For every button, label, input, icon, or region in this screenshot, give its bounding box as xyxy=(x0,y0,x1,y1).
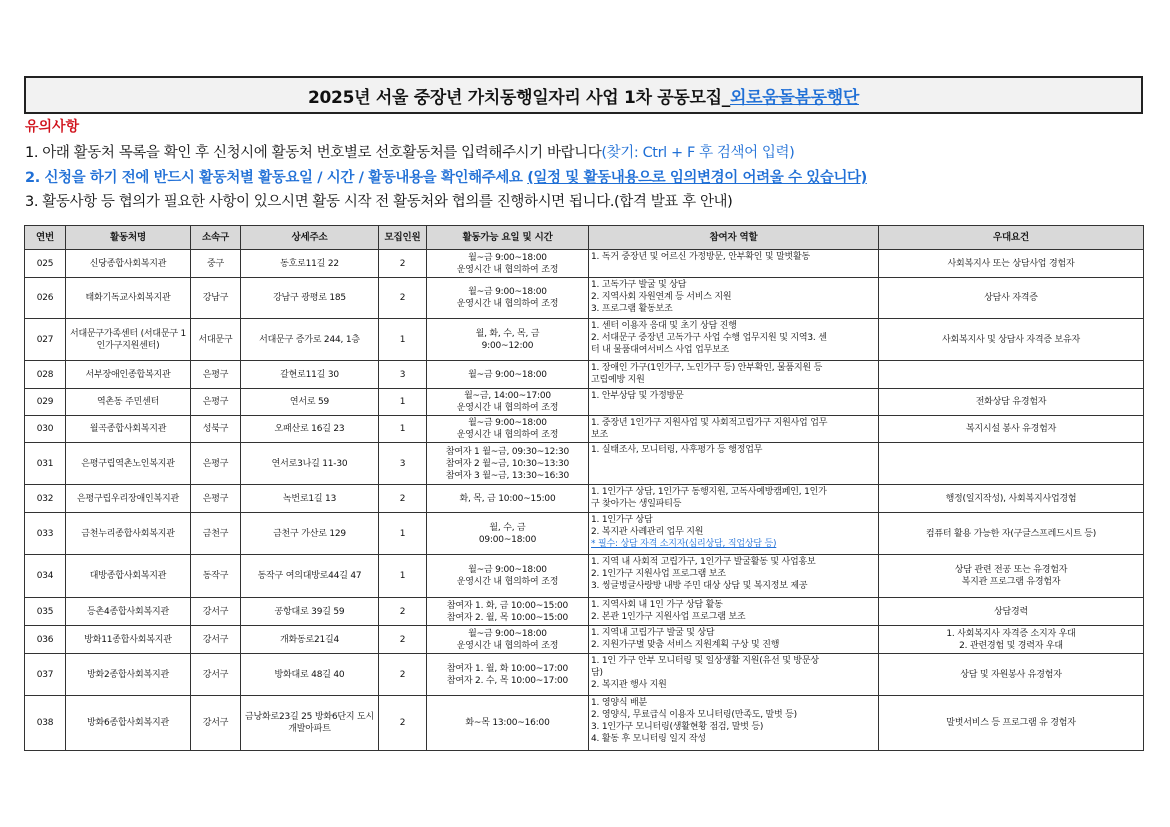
cell-address: 방화대로 48길 40 xyxy=(241,654,379,696)
cell-site-name: 은평구립우리장애인복지관 xyxy=(66,485,191,513)
role-line: 1. 1인 가구 안부 모니터링 및 일상생활 지원(유선 및 방문상 xyxy=(591,656,819,666)
table-row xyxy=(25,443,1144,485)
role-line: 1. 1인가구 상담 xyxy=(591,515,653,525)
cell-district: 은평구 xyxy=(191,485,241,513)
cell-role xyxy=(589,416,879,443)
role-line: 1. 지역 내 사회적 고립가구, 1인가구 발굴활동 및 사업홍보 xyxy=(591,557,816,567)
cell-address: 금천구 가산로 129 xyxy=(241,513,379,555)
cell-address: 오패산로 16길 23 xyxy=(241,416,379,443)
preference-line: 상담경력 xyxy=(994,606,1028,617)
table-row xyxy=(25,654,1144,696)
header-address: 상세주소 xyxy=(241,226,379,250)
cell-no: 034 xyxy=(25,555,66,598)
role-line: 1. 독거 중장년 및 어르신 가정방문, 안부확인 및 말벗활동 xyxy=(591,252,811,262)
preference-line: 상담 및 자원봉사 유경험자 xyxy=(960,669,1062,680)
preference-line: 복지시설 봉사 유경험자 xyxy=(965,424,1057,434)
cell-schedule xyxy=(427,555,589,598)
cell-schedule xyxy=(427,696,589,751)
search-hint: (찾기: Ctrl + F 후 검색어 입력) xyxy=(601,145,795,161)
cell-role xyxy=(589,250,879,278)
cell-preference xyxy=(879,598,1144,626)
cell-no: 029 xyxy=(25,389,66,416)
cell-district: 금천구 xyxy=(191,513,241,555)
table-row xyxy=(25,696,1144,751)
table-row xyxy=(25,319,1144,361)
schedule-line: 참여자 2. 수, 목 10:00~17:00 xyxy=(446,675,569,686)
cell-role xyxy=(589,485,879,513)
cell-recruit-count: 1 xyxy=(379,416,427,443)
cell-district: 은평구 xyxy=(191,443,241,485)
notice-item-1-text: 1. 아래 활동처 목록을 확인 후 신청시에 활동처 번호별로 선호활동처를 입력해주시기 바랍니다 xyxy=(25,145,602,161)
role-line: 2. 서대문구 중장년 고독가구 사업 수행 업무지원 및 지역3. 센 xyxy=(591,333,827,343)
table-row xyxy=(25,555,1144,598)
cell-no: 038 xyxy=(25,696,66,751)
schedule-line: 09:00~18:00 xyxy=(478,534,537,545)
cell-schedule xyxy=(427,598,589,626)
role-line: 보조 xyxy=(591,430,608,440)
role-line: 2. 복지관 사례관리 업무 지원 xyxy=(591,527,704,537)
role-line: 2. 영양식, 무료급식 이용자 모니터링(만족도, 말벗 등) xyxy=(591,710,797,720)
cell-schedule xyxy=(427,485,589,513)
cell-schedule xyxy=(427,389,589,416)
cell-preference xyxy=(879,696,1144,751)
cell-no: 037 xyxy=(25,654,66,696)
schedule-line: 참여자 1. 월, 화 10:00~17:00 xyxy=(446,663,569,674)
cell-preference xyxy=(879,485,1144,513)
notice-item-2-text: 2. 신청을 하기 전에 반드시 활동처별 활동요일 / 시간 / 활동내용을 확인해주세요 xyxy=(25,170,528,186)
cell-address: 개화동로21길4 xyxy=(241,626,379,654)
cell-schedule xyxy=(427,250,589,278)
cell-address: 동호로11길 22 xyxy=(241,250,379,278)
schedule-line: 참여자 1. 화, 금 10:00~15:00 xyxy=(446,600,569,611)
preference-line: 2. 관련경험 및 경력자 우대 xyxy=(959,640,1063,651)
cell-preference xyxy=(879,361,1144,389)
schedule-line: 월~금, 14:00~17:00 xyxy=(464,391,551,401)
role-line: 터 내 물품대여서비스 사업 업무보조 xyxy=(591,345,730,355)
cell-schedule xyxy=(427,626,589,654)
cell-address: 연서로 59 xyxy=(241,389,379,416)
cell-no: 031 xyxy=(25,443,66,485)
preference-line: 말벗서비스 등 프로그램 유 경험자 xyxy=(946,718,1076,728)
cell-role xyxy=(589,443,879,485)
table-row xyxy=(25,250,1144,278)
cell-no: 025 xyxy=(25,250,66,278)
schedule-line: 월~금 9:00~18:00 xyxy=(468,628,547,639)
cell-address: 녹번로1길 13 xyxy=(241,485,379,513)
cell-site-name: 방화6종합사회복지관 xyxy=(66,696,191,751)
table-row xyxy=(25,389,1144,416)
schedule-line: 운영시간 내 협의하여 조정 xyxy=(456,430,559,440)
cell-role xyxy=(589,361,879,389)
cell-no: 028 xyxy=(25,361,66,389)
preference-line: 컴퓨터 활용 가능한 자(구글스프레드시트 등) xyxy=(925,528,1097,539)
cell-site-name: 태화기독교사회복지관 xyxy=(66,278,191,319)
role-line: 1. 고독가구 발굴 및 상담 xyxy=(591,280,687,290)
cell-recruit-count: 1 xyxy=(379,389,427,416)
role-line: 담) xyxy=(591,668,603,678)
cell-recruit-count: 1 xyxy=(379,513,427,555)
schedule-line: 월~금 9:00~18:00 xyxy=(468,369,547,380)
cell-address: 강남구 광평로 185 xyxy=(241,278,379,319)
schedule-line: 운영시간 내 협의하여 조정 xyxy=(456,299,559,309)
cell-district: 동작구 xyxy=(191,555,241,598)
cell-site-name: 등촌4종합사회복지관 xyxy=(66,598,191,626)
role-line: 4. 활동 후 모니터링 일지 작성 xyxy=(591,734,706,744)
cell-role xyxy=(589,555,879,598)
cell-site-name: 역촌동 주민센터 xyxy=(66,389,191,416)
cell-schedule xyxy=(427,361,589,389)
schedule-line: 월~금 9:00~18:00 xyxy=(468,252,547,263)
cell-schedule xyxy=(427,443,589,485)
title-main: 2025년 서울 중장년 가치동행일자리 사업 1차 공동모집_ xyxy=(308,87,730,108)
notice-item-2 xyxy=(25,166,867,187)
cell-schedule xyxy=(427,513,589,555)
cell-district: 성북구 xyxy=(191,416,241,443)
schedule-line: 운영시간 내 협의하여 조정 xyxy=(456,577,559,587)
cell-role xyxy=(589,513,879,555)
role-line: 1. 지역내 고립가구 발굴 및 상담 xyxy=(591,628,715,638)
table-row xyxy=(25,485,1144,513)
cell-preference xyxy=(879,513,1144,555)
notice-item-3: 3. 활동사항 등 협의가 필요한 사항이 있으시면 활동 시작 전 활동처와 협의를 진행하시면 됩니다.(합격 발표 후 안내) xyxy=(25,194,733,210)
role-line: 고립예방 지원 xyxy=(591,375,645,385)
notice-item-1 xyxy=(25,141,794,162)
schedule-line: 참여자 1 월~금, 09:30~12:30 xyxy=(445,446,570,457)
cell-address: 연서로3나길 11-30 xyxy=(241,443,379,485)
cell-preference xyxy=(879,250,1144,278)
schedule-line: 월~금 9:00~18:00 xyxy=(468,565,547,575)
role-line: 1. 영양식 배분 xyxy=(591,698,647,708)
preference-line: 상담 관련 전공 또는 유경험자 xyxy=(954,565,1068,575)
cell-no: 032 xyxy=(25,485,66,513)
role-line: 2. 지역사회 자원연계 등 서비스 지원 xyxy=(591,292,732,302)
schedule-line: 참여자 2 월~금, 10:30~13:30 xyxy=(445,458,570,469)
activity-site-table xyxy=(24,225,1144,751)
header-role: 참여자 역할 xyxy=(589,226,879,250)
title-accent: 외로움돌봄동행단 xyxy=(730,87,859,108)
cell-role xyxy=(589,319,879,361)
cell-no: 027 xyxy=(25,319,66,361)
schedule-line: 월, 화, 수, 목, 금 xyxy=(475,328,540,339)
schedule-line: 운영시간 내 협의하여 조정 xyxy=(456,640,559,651)
cell-site-name: 대방종합사회복지관 xyxy=(66,555,191,598)
cell-address: 서대문구 증가로 244, 1층 xyxy=(241,319,379,361)
role-line: 2. 지원가구별 맞춤 서비스 지원계획 구상 및 진행 xyxy=(591,640,780,650)
cell-no: 035 xyxy=(25,598,66,626)
role-line: 3. 프로그램 활동보조 xyxy=(591,304,673,314)
role-line: 1. 장애인 가구(1인가구, 노인가구 등) 안부확인, 물품지원 등 xyxy=(591,363,823,373)
cell-site-name: 서부장애인종합복지관 xyxy=(66,361,191,389)
cell-site-name: 은평구립역촌노인복지관 xyxy=(66,443,191,485)
cell-role xyxy=(589,654,879,696)
table-row xyxy=(25,278,1144,319)
cell-district: 중구 xyxy=(191,250,241,278)
preference-line: 상담사 자격증 xyxy=(984,293,1038,303)
schedule-line: 월~금 9:00~18:00 xyxy=(468,418,547,428)
table-row xyxy=(25,361,1144,389)
preference-line: 복지관 프로그램 유경험자 xyxy=(961,577,1061,587)
role-line: 1. 센터 이용자 응대 및 초기 상담 진행 xyxy=(591,321,737,331)
cell-preference xyxy=(879,416,1144,443)
cell-district: 은평구 xyxy=(191,389,241,416)
cell-address: 공항대로 39길 59 xyxy=(241,598,379,626)
cell-no: 026 xyxy=(25,278,66,319)
cell-role xyxy=(589,598,879,626)
preference-line: 전화상담 유경험자 xyxy=(975,397,1047,407)
cell-preference xyxy=(879,443,1144,485)
role-line: 구 찾아가는 생일파티등 xyxy=(591,499,682,509)
notice-item-2-warning: (일정 및 활동내용으로 임의변경이 어려울 수 있습니다) xyxy=(527,170,867,186)
schedule-line: 운영시간 내 협의하여 조정 xyxy=(456,264,559,275)
cell-no: 033 xyxy=(25,513,66,555)
role-line: 1. 1인가구 상담, 1인가구 동행지원, 고독사예방캠페인, 1인가 xyxy=(591,487,827,497)
schedule-line: 9:00~12:00 xyxy=(481,340,534,351)
cell-role xyxy=(589,278,879,319)
cell-recruit-count: 2 xyxy=(379,598,427,626)
schedule-line: 참여자 3 월~금, 13:30~16:30 xyxy=(445,470,570,481)
cell-role xyxy=(589,696,879,751)
table-header-row xyxy=(25,226,1144,250)
cell-site-name: 서대문구가족센터 (서대문구 1인가구지원센터) xyxy=(66,319,191,361)
cell-schedule xyxy=(427,416,589,443)
cell-preference xyxy=(879,278,1144,319)
header-recruit-count: 모집인원 xyxy=(379,226,427,250)
cell-site-name: 신당종합사회복지관 xyxy=(66,250,191,278)
cell-schedule xyxy=(427,319,589,361)
table-row xyxy=(25,598,1144,626)
table-row xyxy=(25,416,1144,443)
cell-district: 강서구 xyxy=(191,696,241,751)
cell-district: 강남구 xyxy=(191,278,241,319)
cell-site-name: 금천누리종합사회복지관 xyxy=(66,513,191,555)
role-line: 3. 1인가구 모니터링(생활현황 점검, 말벗 등) xyxy=(591,722,764,732)
role-line: 1. 중장년 1인가구 지원사업 및 사회적고립가구 지원사업 업무 xyxy=(591,418,828,428)
preference-line: 사회복지사 또는 상담사업 경험자 xyxy=(947,258,1075,269)
cell-preference xyxy=(879,319,1144,361)
cell-schedule xyxy=(427,654,589,696)
cell-district: 강서구 xyxy=(191,598,241,626)
cell-recruit-count: 2 xyxy=(379,654,427,696)
page-title xyxy=(24,76,1143,114)
cell-no: 036 xyxy=(25,626,66,654)
cell-district: 강서구 xyxy=(191,654,241,696)
table-row xyxy=(25,626,1144,654)
cell-address: 동작구 여의대방로44길 47 xyxy=(241,555,379,598)
schedule-line: 운영시간 내 협의하여 조정 xyxy=(456,403,559,413)
header-preference: 우대요건 xyxy=(879,226,1144,250)
cell-recruit-count: 3 xyxy=(379,443,427,485)
role-line: 2. 1인가구 지원사업 프로그램 보조 xyxy=(591,569,726,579)
cell-preference xyxy=(879,555,1144,598)
cell-district: 강서구 xyxy=(191,626,241,654)
header-site-name: 활동처명 xyxy=(66,226,191,250)
notice-heading: 유의사항 xyxy=(25,119,80,135)
cell-recruit-count: 1 xyxy=(379,555,427,598)
schedule-line: 화~목 13:00~16:00 xyxy=(465,718,550,728)
role-line: 1. 지역사회 내 1인 가구 상담 활동 xyxy=(591,600,723,610)
cell-district: 은평구 xyxy=(191,361,241,389)
header-schedule: 활동가능 요일 및 시간 xyxy=(427,226,589,250)
header-no: 연번 xyxy=(25,226,66,250)
schedule-line: 화, 목, 금 10:00~15:00 xyxy=(459,493,556,504)
role-line: 2. 본관 1인가구 지원사업 프로그램 보조 xyxy=(591,612,746,622)
cell-schedule xyxy=(427,278,589,319)
cell-address: 갈현로11길 30 xyxy=(241,361,379,389)
schedule-line: 참여자 2. 월, 목 10:00~15:00 xyxy=(446,612,569,623)
role-line: 3. 씽글벙글사랑방 내방 주민 대상 상담 및 복지정보 제공 xyxy=(591,581,808,591)
cell-role xyxy=(589,626,879,654)
role-line: 1. 실태조사, 모니터링, 사후평가 등 행정업무 xyxy=(591,445,763,455)
cell-district: 서대문구 xyxy=(191,319,241,361)
cell-preference xyxy=(879,654,1144,696)
cell-recruit-count: 3 xyxy=(379,361,427,389)
cell-address: 금낭화로23길 25 방화6단지 도시개발아파트 xyxy=(241,696,379,751)
cell-recruit-count: 2 xyxy=(379,696,427,751)
cell-recruit-count: 1 xyxy=(379,319,427,361)
cell-no: 030 xyxy=(25,416,66,443)
cell-recruit-count: 2 xyxy=(379,626,427,654)
cell-recruit-count: 2 xyxy=(379,278,427,319)
role-line: 2. 복지관 행사 지원 xyxy=(591,680,667,690)
cell-recruit-count: 2 xyxy=(379,485,427,513)
cell-recruit-count: 2 xyxy=(379,250,427,278)
schedule-line: 월~금 9:00~18:00 xyxy=(468,287,547,297)
preference-line: 사회복지사 및 상담사 자격증 보유자 xyxy=(941,334,1081,345)
preference-line: 1. 사회복지사 자격증 소지자 우대 xyxy=(946,628,1076,639)
role-line: 1. 안부상담 및 가정방문 xyxy=(591,391,684,401)
table-row xyxy=(25,513,1144,555)
preference-line: 행정(일지작성), 사회복지사업경험 xyxy=(945,493,1077,504)
cell-site-name: 월곡종합사회복지관 xyxy=(66,416,191,443)
role-required-note: * 필수: 상담 자격 소지자(심리상담, 직업상담 등) xyxy=(591,539,777,549)
cell-role xyxy=(589,389,879,416)
cell-site-name: 방화11종합사회복지관 xyxy=(66,626,191,654)
cell-site-name: 방화2종합사회복지관 xyxy=(66,654,191,696)
header-district: 소속구 xyxy=(191,226,241,250)
cell-preference xyxy=(879,389,1144,416)
schedule-line: 월, 수, 금 xyxy=(489,522,526,533)
cell-preference xyxy=(879,626,1144,654)
